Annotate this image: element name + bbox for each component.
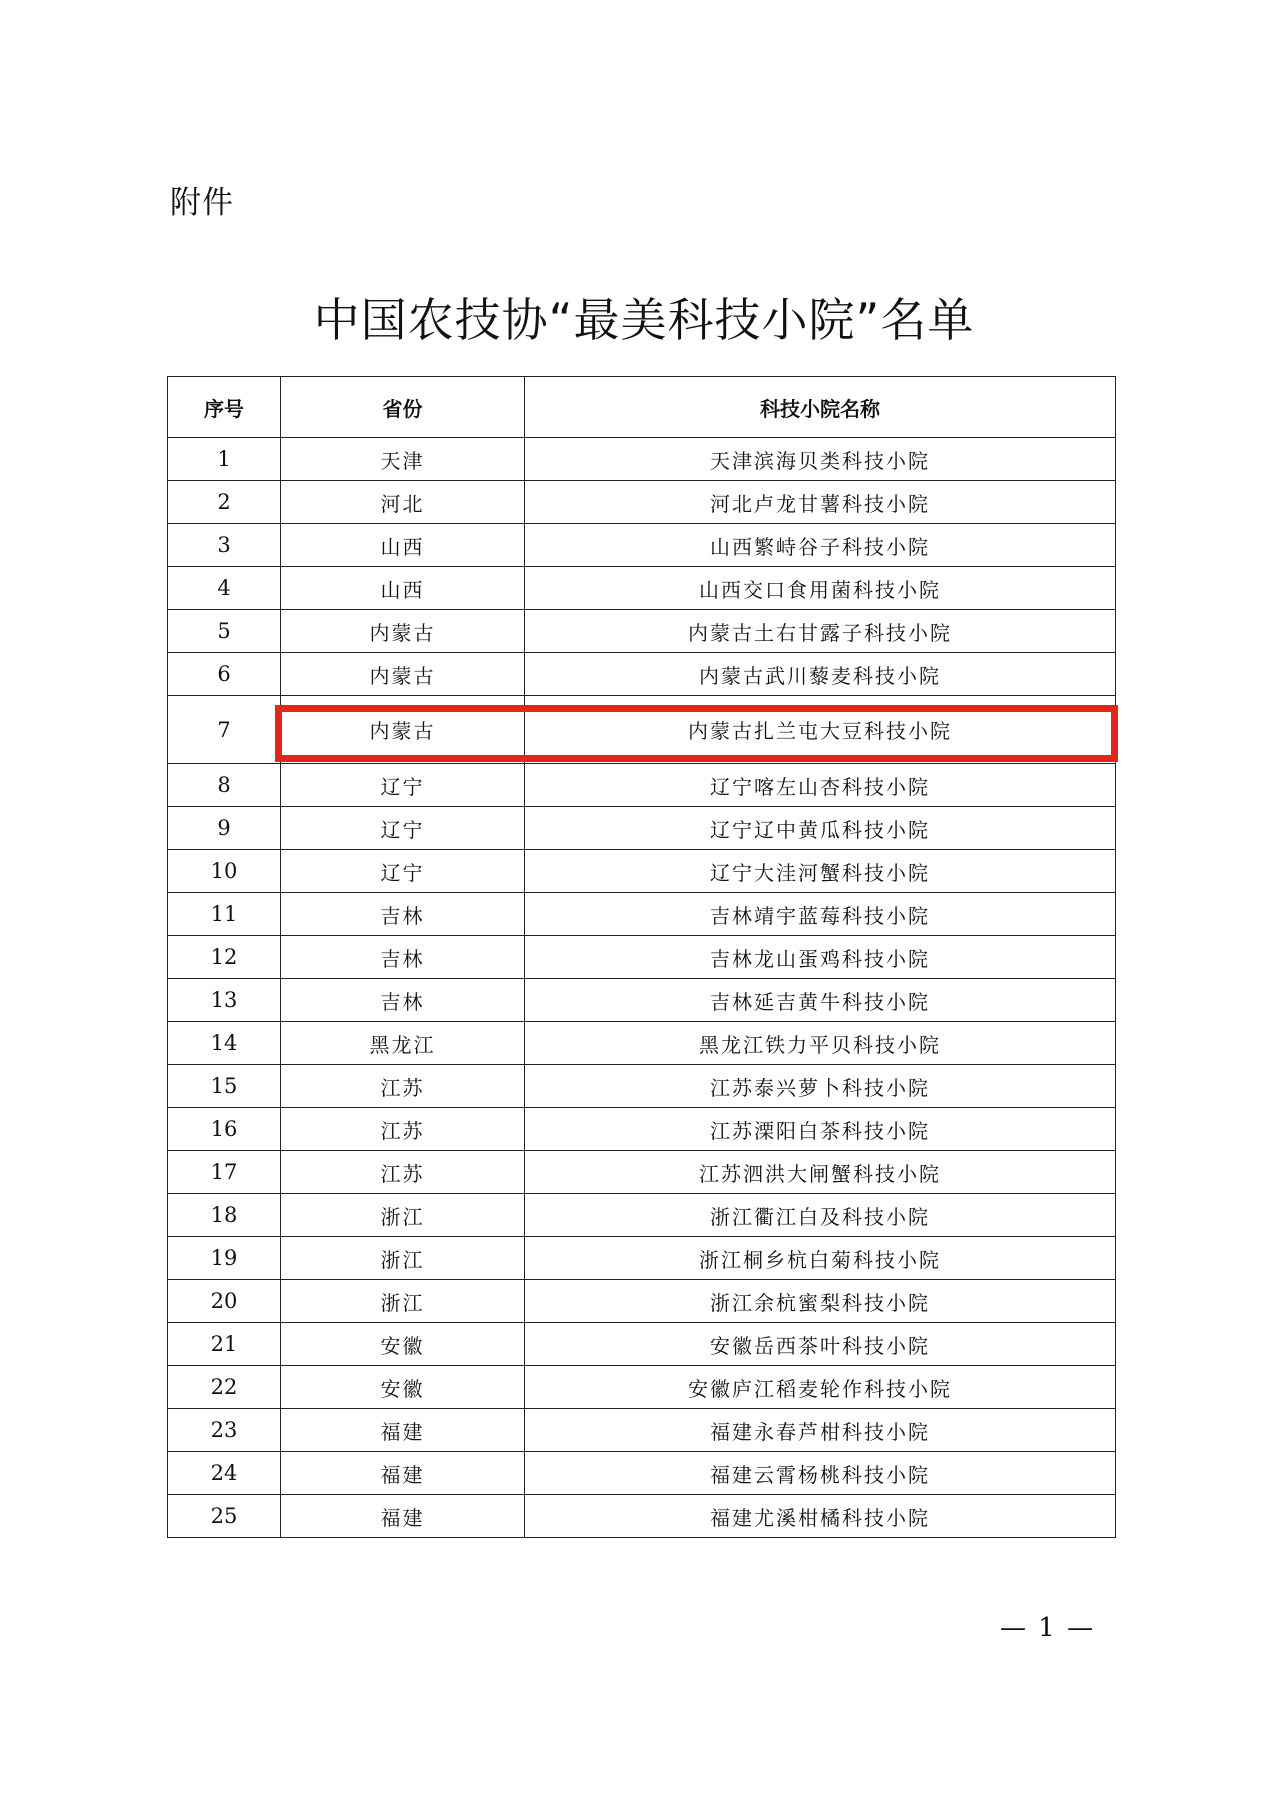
table-row xyxy=(168,850,1116,893)
row-name: 福建云霄杨桃科技小院 xyxy=(525,1452,1116,1495)
row-name: 江苏泰兴萝卜科技小院 xyxy=(525,1065,1116,1108)
row-name: 山西繁峙谷子科技小院 xyxy=(525,524,1116,567)
row-province: 天津 xyxy=(281,438,525,481)
row-number: 11 xyxy=(168,893,281,936)
page-number: — 1 — xyxy=(1000,1613,1096,1643)
row-number: 19 xyxy=(168,1237,281,1280)
table-row xyxy=(168,1409,1116,1452)
row-name: 内蒙古土右甘露子科技小院 xyxy=(525,610,1116,653)
table-row-highlighted xyxy=(168,696,1116,764)
row-province: 辽宁 xyxy=(281,807,525,850)
table-row xyxy=(168,1151,1116,1194)
row-name: 黑龙江铁力平贝科技小院 xyxy=(525,1022,1116,1065)
row-number: 22 xyxy=(168,1366,281,1409)
row-province: 安徽 xyxy=(281,1366,525,1409)
column-header-province: 省份 xyxy=(281,377,525,438)
row-province: 福建 xyxy=(281,1452,525,1495)
row-province: 福建 xyxy=(281,1409,525,1452)
row-name: 浙江桐乡杭白菊科技小院 xyxy=(525,1237,1116,1280)
row-name: 内蒙古扎兰屯大豆科技小院 xyxy=(525,696,1116,764)
row-name: 福建永春芦柑科技小院 xyxy=(525,1409,1116,1452)
row-number: 2 xyxy=(168,481,281,524)
row-name: 辽宁大洼河蟹科技小院 xyxy=(525,850,1116,893)
row-province: 内蒙古 xyxy=(281,696,525,764)
table-row xyxy=(168,1495,1116,1538)
row-province: 江苏 xyxy=(281,1065,525,1108)
row-name: 河北卢龙甘薯科技小院 xyxy=(525,481,1116,524)
row-name: 吉林龙山蛋鸡科技小院 xyxy=(525,936,1116,979)
row-province: 山西 xyxy=(281,567,525,610)
row-number: 20 xyxy=(168,1280,281,1323)
row-province: 山西 xyxy=(281,524,525,567)
row-name: 山西交口食用菌科技小院 xyxy=(525,567,1116,610)
row-number: 25 xyxy=(168,1495,281,1538)
row-name: 江苏泗洪大闸蟹科技小院 xyxy=(525,1151,1116,1194)
row-name: 江苏溧阳白茶科技小院 xyxy=(525,1108,1116,1151)
table-row xyxy=(168,653,1116,696)
row-number: 13 xyxy=(168,979,281,1022)
table-header-row xyxy=(168,377,1116,438)
table-row xyxy=(168,764,1116,807)
row-number: 18 xyxy=(168,1194,281,1237)
row-name: 福建尤溪柑橘科技小院 xyxy=(525,1495,1116,1538)
table-row xyxy=(168,979,1116,1022)
row-province: 浙江 xyxy=(281,1194,525,1237)
row-number: 8 xyxy=(168,764,281,807)
attachment-label: 附件 xyxy=(170,185,234,221)
row-name: 安徽岳西茶叶科技小院 xyxy=(525,1323,1116,1366)
row-name: 辽宁辽中黄瓜科技小院 xyxy=(525,807,1116,850)
table-row xyxy=(168,481,1116,524)
row-province: 福建 xyxy=(281,1495,525,1538)
column-header-name: 科技小院名称 xyxy=(525,377,1116,438)
row-province: 吉林 xyxy=(281,936,525,979)
row-province: 内蒙古 xyxy=(281,610,525,653)
row-number: 23 xyxy=(168,1409,281,1452)
table-row xyxy=(168,1237,1116,1280)
table-row xyxy=(168,1022,1116,1065)
row-name: 浙江余杭蜜梨科技小院 xyxy=(525,1280,1116,1323)
document-title: 中国农技协“最美科技小院”名单 xyxy=(313,293,975,347)
row-number: 6 xyxy=(168,653,281,696)
table-row xyxy=(168,567,1116,610)
row-number: 16 xyxy=(168,1108,281,1151)
table-row xyxy=(168,1280,1116,1323)
row-number: 17 xyxy=(168,1151,281,1194)
row-province: 安徽 xyxy=(281,1323,525,1366)
table-row xyxy=(168,893,1116,936)
row-province: 江苏 xyxy=(281,1151,525,1194)
row-province: 河北 xyxy=(281,481,525,524)
table-row xyxy=(168,1108,1116,1151)
row-number: 5 xyxy=(168,610,281,653)
row-name: 安徽庐江稻麦轮作科技小院 xyxy=(525,1366,1116,1409)
table-row xyxy=(168,1366,1116,1409)
table-row xyxy=(168,438,1116,481)
row-number: 12 xyxy=(168,936,281,979)
row-province: 浙江 xyxy=(281,1237,525,1280)
row-number: 9 xyxy=(168,807,281,850)
row-province: 辽宁 xyxy=(281,764,525,807)
row-number: 24 xyxy=(168,1452,281,1495)
row-number: 10 xyxy=(168,850,281,893)
table-row xyxy=(168,1452,1116,1495)
table-row xyxy=(168,1065,1116,1108)
row-province: 辽宁 xyxy=(281,850,525,893)
row-name: 辽宁喀左山杏科技小院 xyxy=(525,764,1116,807)
row-name: 浙江衢江白及科技小院 xyxy=(525,1194,1116,1237)
table-row xyxy=(168,936,1116,979)
row-number: 15 xyxy=(168,1065,281,1108)
row-province: 江苏 xyxy=(281,1108,525,1151)
row-name: 天津滨海贝类科技小院 xyxy=(525,438,1116,481)
table-row xyxy=(168,1194,1116,1237)
row-number: 4 xyxy=(168,567,281,610)
table-row xyxy=(168,807,1116,850)
row-province: 吉林 xyxy=(281,979,525,1022)
row-number: 14 xyxy=(168,1022,281,1065)
row-number: 3 xyxy=(168,524,281,567)
row-name: 吉林靖宇蓝莓科技小院 xyxy=(525,893,1116,936)
row-province: 黑龙江 xyxy=(281,1022,525,1065)
row-province: 吉林 xyxy=(281,893,525,936)
column-header-number: 序号 xyxy=(168,377,281,438)
table-row xyxy=(168,524,1116,567)
row-province: 内蒙古 xyxy=(281,653,525,696)
row-number: 1 xyxy=(168,438,281,481)
table-row xyxy=(168,610,1116,653)
row-name: 吉林延吉黄牛科技小院 xyxy=(525,979,1116,1022)
row-province: 浙江 xyxy=(281,1280,525,1323)
table-row xyxy=(168,1323,1116,1366)
row-number: 21 xyxy=(168,1323,281,1366)
row-number: 7 xyxy=(168,696,281,764)
roster-table xyxy=(167,376,1116,1538)
row-name: 内蒙古武川藜麦科技小院 xyxy=(525,653,1116,696)
